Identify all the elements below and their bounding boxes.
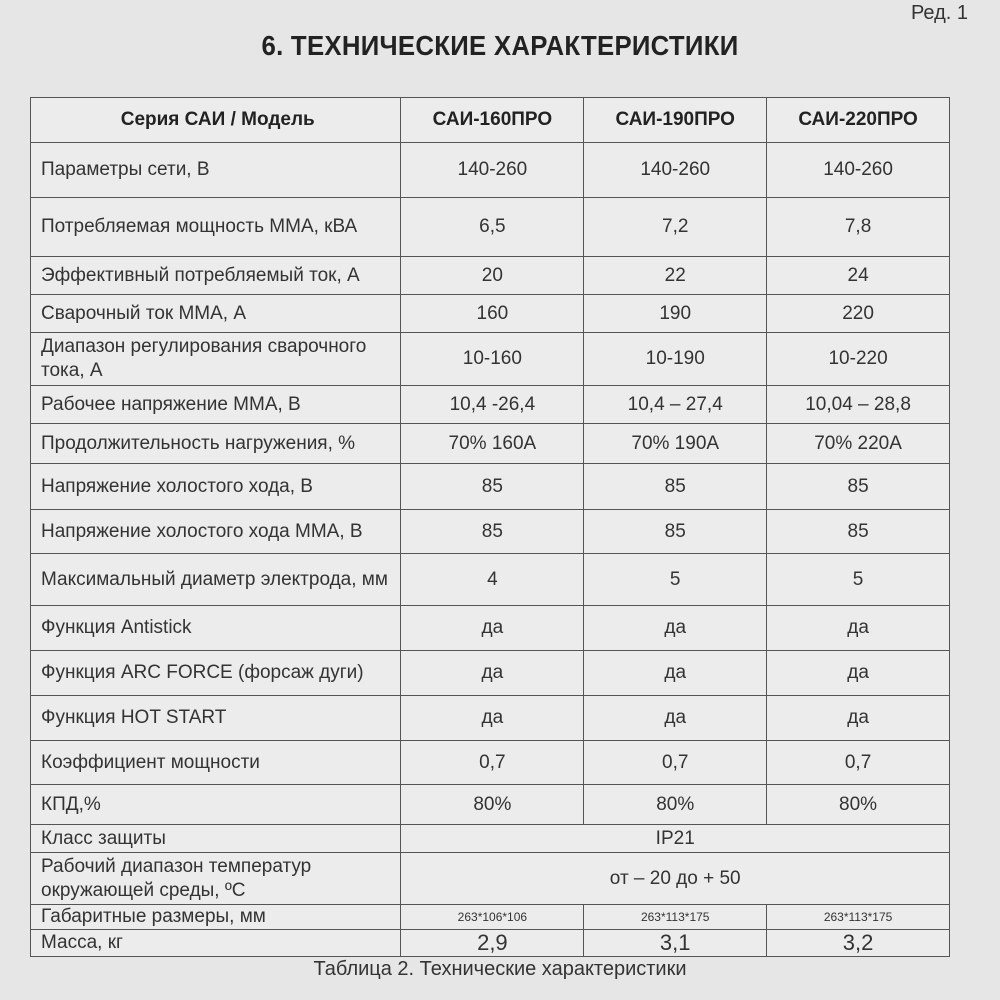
row-label: Максимальный диаметр электрода, мм (31, 554, 401, 606)
cell: 70% 220А (767, 424, 950, 464)
table-row (31, 386, 950, 424)
table-row (31, 785, 950, 825)
cell: 0,7 (584, 741, 767, 785)
cell: 0,7 (767, 741, 950, 785)
table-row (31, 930, 950, 957)
cell: 24 (767, 257, 950, 295)
cell: 85 (584, 510, 767, 554)
cell: да (767, 606, 950, 651)
cell: да (401, 696, 584, 741)
cell: да (584, 696, 767, 741)
cell: 80% (584, 785, 767, 825)
cell: 2,9 (401, 930, 584, 957)
cell: 80% (767, 785, 950, 825)
table-row (31, 424, 950, 464)
merged-cell: от – 20 до + 50 (401, 853, 950, 905)
table-row (31, 464, 950, 510)
cell: 10-160 (401, 333, 584, 386)
cell: 7,2 (584, 198, 767, 257)
cell: 3,2 (767, 930, 950, 957)
cell: да (767, 651, 950, 696)
table-row (31, 257, 950, 295)
row-label: Сварочный ток ММА, А (31, 295, 401, 333)
merged-cell: IP21 (401, 825, 950, 853)
cell: 85 (584, 464, 767, 510)
header-series-model: Серия САИ / Модель (31, 98, 401, 143)
cell: 10-190 (584, 333, 767, 386)
row-label: Диапазон регулирования сварочного тока, А (31, 333, 401, 386)
row-label: Напряжение холостого хода, В (31, 464, 401, 510)
row-label: Эффективный потребляемый ток, А (31, 257, 401, 295)
cell: да (584, 606, 767, 651)
header-model-190: САИ-190ПРО (584, 98, 767, 143)
cell: 70% 190А (584, 424, 767, 464)
table-row (31, 853, 950, 905)
table-header-row (31, 98, 950, 143)
cell: 263*113*175 (584, 905, 767, 930)
revision-label: Ред. 1 (910, 2, 968, 24)
row-label: Функция Antistick (31, 606, 401, 651)
cell: 20 (401, 257, 584, 295)
row-label: Функция ARC FORCE (форсаж дуги) (31, 651, 401, 696)
row-label: Продолжительность нагружения, % (31, 424, 401, 464)
table-row (31, 905, 950, 930)
cell: 4 (401, 554, 584, 606)
table-row (31, 741, 950, 785)
cell: 3,1 (584, 930, 767, 957)
cell: 220 (767, 295, 950, 333)
cell: 140-260 (401, 143, 584, 198)
page-title: 6. ТЕХНИЧЕСКИЕ ХАРАКТЕРИСТИКИ (261, 30, 739, 61)
cell: 140-260 (584, 143, 767, 198)
table-row (31, 825, 950, 853)
cell: 10,4 -26,4 (401, 386, 584, 424)
header-model-160: САИ-160ПРО (401, 98, 584, 143)
table-row (31, 333, 950, 386)
row-label: Напряжение холостого хода ММА, В (31, 510, 401, 554)
cell: 190 (584, 295, 767, 333)
cell: 7,8 (767, 198, 950, 257)
cell: 263*106*106 (401, 905, 584, 930)
cell: 160 (401, 295, 584, 333)
table-row (31, 606, 950, 651)
cell: 0,7 (401, 741, 584, 785)
row-label: Коэффициент мощности (31, 741, 401, 785)
cell: 6,5 (401, 198, 584, 257)
row-label: Потребляемая мощность ММА, кВА (31, 198, 401, 257)
specs-table (30, 97, 950, 957)
table-row (31, 510, 950, 554)
row-label: Параметры сети, В (31, 143, 401, 198)
row-label: КПД,% (31, 785, 401, 825)
table-row (31, 554, 950, 606)
row-label: Функция HOT START (31, 696, 401, 741)
table-row (31, 295, 950, 333)
cell: да (401, 606, 584, 651)
row-label: Рабочее напряжение ММА, В (31, 386, 401, 424)
cell: 85 (767, 510, 950, 554)
table-caption: Таблица 2. Технические характеристики (313, 958, 687, 980)
cell: 10,4 – 27,4 (584, 386, 767, 424)
header-model-220: САИ-220ПРО (767, 98, 950, 143)
table-row (31, 143, 950, 198)
cell: 10,04 – 28,8 (767, 386, 950, 424)
cell: 263*113*175 (767, 905, 950, 930)
cell: 80% (401, 785, 584, 825)
row-label: Габаритные размеры, мм (31, 905, 401, 930)
cell: 85 (767, 464, 950, 510)
cell: 85 (401, 464, 584, 510)
cell: 140-260 (767, 143, 950, 198)
cell: 70% 160А (401, 424, 584, 464)
cell: 10-220 (767, 333, 950, 386)
table-row (31, 696, 950, 741)
row-label: Масса, кг (31, 930, 401, 957)
cell: 22 (584, 257, 767, 295)
cell: да (584, 651, 767, 696)
cell: да (401, 651, 584, 696)
cell: да (767, 696, 950, 741)
cell: 5 (767, 554, 950, 606)
row-label: Класс защиты (31, 825, 401, 853)
row-label: Рабочий диапазон температур окружающей среды, ºС (31, 853, 401, 905)
table-row (31, 651, 950, 696)
table-row (31, 198, 950, 257)
cell: 85 (401, 510, 584, 554)
cell: 5 (584, 554, 767, 606)
